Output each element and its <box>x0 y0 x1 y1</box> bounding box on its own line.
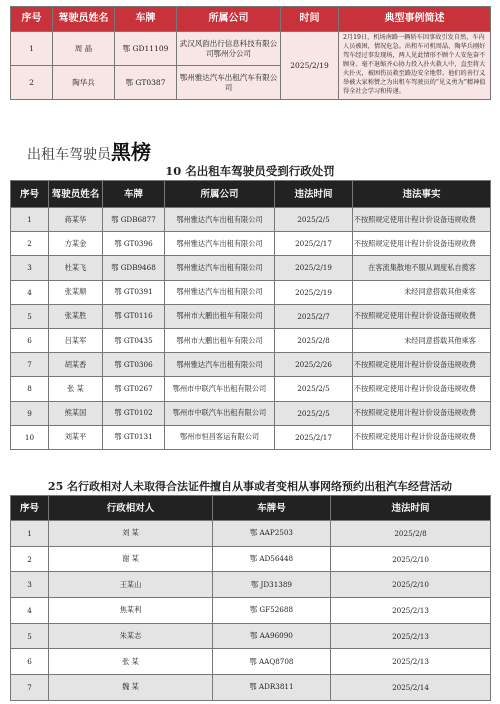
header-violation-fact: 违法事实 <box>353 181 491 208</box>
penalty-header-row <box>11 181 491 208</box>
header-plate: 车牌 <box>115 7 177 32</box>
cell-fact: 不按照规定使用计程计价设备违规收费 <box>353 208 491 232</box>
header-company: 所属公司 <box>177 7 281 32</box>
cell-plate: 鄂 GT0435 <box>103 328 165 352</box>
blacklist-heading-prefix: 出租车驾驶员 <box>27 147 111 163</box>
cell-plate: 鄂 GT0396 <box>103 232 165 256</box>
cell-plate: 鄂 AA96090 <box>213 623 331 649</box>
cell-plate: 鄂 AD56448 <box>213 546 331 572</box>
cell-no: 4 <box>11 598 49 624</box>
cell-date: 2025/2/7 <box>275 304 353 328</box>
cell-time: 2025/2/19 <box>281 32 339 100</box>
cell-plate: 鄂 GT0102 <box>103 401 165 425</box>
cell-name: 王某山 <box>49 572 213 598</box>
cell-no: 2 <box>11 66 53 100</box>
good-example-header-row <box>11 7 491 32</box>
cell-no: 4 <box>11 280 49 304</box>
blacklist-heading-highlight: 黑榜 <box>111 140 151 164</box>
cell-date: 2025/2/5 <box>275 401 353 425</box>
table-row <box>11 256 491 280</box>
cell-no: 9 <box>11 401 49 425</box>
table-row <box>11 232 491 256</box>
cell-plate: 鄂 GT0131 <box>103 425 165 449</box>
table-row <box>11 598 491 624</box>
cell-company: 鄂州市大鹏出租车有限公司 <box>165 328 275 352</box>
cell-name: 焦某利 <box>49 598 213 624</box>
cell-plate: 鄂 GDB9468 <box>103 256 165 280</box>
cell-name: 杜某飞 <box>49 256 103 280</box>
cell-no: 8 <box>11 377 49 401</box>
cell-no: 10 <box>11 425 49 449</box>
table-row <box>11 401 491 425</box>
table-row <box>11 623 491 649</box>
cell-date: 2025/2/10 <box>331 546 491 572</box>
cell-name: 谢 某 <box>49 546 213 572</box>
cell-plate: 鄂 ADR3811 <box>213 675 331 701</box>
header-company: 所属公司 <box>165 181 275 208</box>
cell-plate: 鄂 GT0116 <box>103 304 165 328</box>
cell-plate: 鄂 AAP2503 <box>213 521 331 547</box>
cell-name: 刘 某 <box>49 521 213 547</box>
cell-name: 陶华兵 <box>53 66 115 100</box>
cell-description: 2月19日，机场南路一辆轿车因事故引发自然，车内人员被困，情况危急。出租车司机周晶、陶华兵刚好驾车经过事发现场，两人见此情形不顾个人安危奋不顾身、毫不退缩齐心协力投入扑火救人中，直至将大火扑灭，被困伤员救至路边安全地带。他们的善行义举被大家称赞之为出租车驾驶员的“见义勇为”精神值得全社会学习和传递。 <box>339 32 491 100</box>
cell-fact: 不按照规定使用计程计价设备违规收费 <box>353 401 491 425</box>
table-row <box>11 425 491 449</box>
cell-plate: 鄂 GT0306 <box>103 353 165 377</box>
cell-date: 2025/2/5 <box>275 208 353 232</box>
cell-name: 刘某平 <box>49 425 103 449</box>
header-plate-number: 车牌号 <box>213 496 331 521</box>
cell-no: 6 <box>11 328 49 352</box>
cell-fact: 未经同意搭载其他乘客 <box>353 280 491 304</box>
table-row <box>11 304 491 328</box>
cell-name: 吕某军 <box>49 328 103 352</box>
table-row <box>11 521 491 547</box>
header-violation-time: 违法时间 <box>275 181 353 208</box>
cell-date: 2025/2/8 <box>275 328 353 352</box>
cell-date: 2025/2/13 <box>331 649 491 675</box>
cell-plate: 鄂 JD31389 <box>213 572 331 598</box>
cell-company: 武汉风韵出行信息科技有限公司鄂州分公司 <box>177 32 281 66</box>
header-no: 序号 <box>11 496 49 521</box>
cell-company: 鄂州市中联汽车出租有限公司 <box>165 377 275 401</box>
header-time: 时间 <box>281 7 339 32</box>
cell-no: 3 <box>11 256 49 280</box>
illegal-header-row <box>11 496 491 521</box>
cell-date: 2025/2/19 <box>275 280 353 304</box>
cell-date: 2025/2/19 <box>275 256 353 280</box>
cell-plate: 鄂 GF52688 <box>213 598 331 624</box>
cell-company: 鄂州雅达汽车出租有限公司 <box>165 353 275 377</box>
header-driver-name: 驾驶员姓名 <box>53 7 115 32</box>
table-row <box>11 208 491 232</box>
blacklist-heading <box>27 136 151 165</box>
table-row <box>11 675 491 701</box>
header-plate: 车牌 <box>103 181 165 208</box>
cell-no: 6 <box>11 649 49 675</box>
cell-date: 2025/2/10 <box>331 572 491 598</box>
cell-plate: 鄂 GD11109 <box>115 32 177 66</box>
header-driver-name: 驾驶员姓名 <box>49 181 103 208</box>
cell-date: 2025/2/17 <box>275 232 353 256</box>
cell-name: 胡某香 <box>49 353 103 377</box>
header-no: 序号 <box>11 7 53 32</box>
cell-date: 2025/2/13 <box>331 623 491 649</box>
cell-date: 2025/2/26 <box>275 353 353 377</box>
cell-company: 鄂州雅达汽车出租有限公司 <box>165 256 275 280</box>
cell-name: 张 某 <box>49 649 213 675</box>
cell-fact: 在客流集散地不服从调度私自揽客 <box>353 256 491 280</box>
cell-name: 熊某国 <box>49 401 103 425</box>
cell-company: 鄂州雅达汽车出租有限公司 <box>165 232 275 256</box>
cell-company: 鄂州雅达汽车出租有限公司 <box>165 280 275 304</box>
cell-no: 5 <box>11 304 49 328</box>
penalty-section-title: 10 名出租车驾驶员受到行政处罚 <box>165 164 335 178</box>
cell-no: 5 <box>11 623 49 649</box>
cell-plate: 鄂 GT0391 <box>103 280 165 304</box>
cell-name: 蒋某华 <box>49 208 103 232</box>
cell-no: 7 <box>11 353 49 377</box>
cell-name: 张某胜 <box>49 304 103 328</box>
table-row <box>11 649 491 675</box>
cell-date: 2025/2/5 <box>275 377 353 401</box>
cell-name: 方某金 <box>49 232 103 256</box>
cell-fact: 不按照规定使用计程计价设备违规收费 <box>353 232 491 256</box>
cell-name: 朱某志 <box>49 623 213 649</box>
cell-company: 鄂州市大鹏出租车有限公司 <box>165 304 275 328</box>
cell-fact: 未经同意搭载其他乘客 <box>353 328 491 352</box>
cell-company: 鄂州市恒昌客运有限公司 <box>165 425 275 449</box>
illegal-operation-table <box>10 495 491 701</box>
header-party: 行政相对人 <box>49 496 213 521</box>
cell-name: 周 晶 <box>53 32 115 66</box>
table-row <box>11 546 491 572</box>
cell-plate: 鄂 AAQ8708 <box>213 649 331 675</box>
illegal-section-title: 25 名行政相对人未取得合法证件擅自从事或者变相从事网络预约出租汽车经营活动 <box>47 480 453 493</box>
table-row <box>11 280 491 304</box>
cell-no: 7 <box>11 675 49 701</box>
cell-plate: 鄂 GT0387 <box>115 66 177 100</box>
cell-no: 2 <box>11 546 49 572</box>
penalty-table <box>10 180 491 450</box>
cell-no: 2 <box>11 232 49 256</box>
cell-no: 1 <box>11 521 49 547</box>
table-row <box>11 328 491 352</box>
cell-date: 2025/2/14 <box>331 675 491 701</box>
table-row <box>11 572 491 598</box>
cell-company: 鄂州雅达汽车出租汽车有限公司 <box>177 66 281 100</box>
cell-name: 张 某 <box>49 377 103 401</box>
header-no: 序号 <box>11 181 49 208</box>
cell-date: 2025/2/8 <box>331 521 491 547</box>
cell-plate: 鄂 GT0267 <box>103 377 165 401</box>
cell-no: 1 <box>11 32 53 66</box>
cell-fact: 不按照规定使用计程计价设备违规收费 <box>353 425 491 449</box>
header-violation-time: 违法时间 <box>331 496 491 521</box>
header-description: 典型事例简述 <box>339 7 491 32</box>
cell-plate: 鄂 GDB6877 <box>103 208 165 232</box>
good-example-table <box>10 6 491 100</box>
cell-date: 2025/2/17 <box>275 425 353 449</box>
cell-company: 鄂州市中联汽车出租有限公司 <box>165 401 275 425</box>
cell-fact: 不按照规定使用计程计价设备违规收费 <box>353 304 491 328</box>
cell-name: 魏 某 <box>49 675 213 701</box>
cell-no: 1 <box>11 208 49 232</box>
cell-date: 2025/2/13 <box>331 598 491 624</box>
cell-no: 3 <box>11 572 49 598</box>
table-row <box>11 353 491 377</box>
cell-name: 张某顺 <box>49 280 103 304</box>
cell-fact: 不按照规定使用计程计价设备违规收费 <box>353 353 491 377</box>
table-row <box>11 377 491 401</box>
table-row <box>11 32 491 66</box>
cell-fact: 不按照规定使用计程计价设备违规收费 <box>353 377 491 401</box>
cell-company: 鄂州雅达汽车出租有限公司 <box>165 208 275 232</box>
